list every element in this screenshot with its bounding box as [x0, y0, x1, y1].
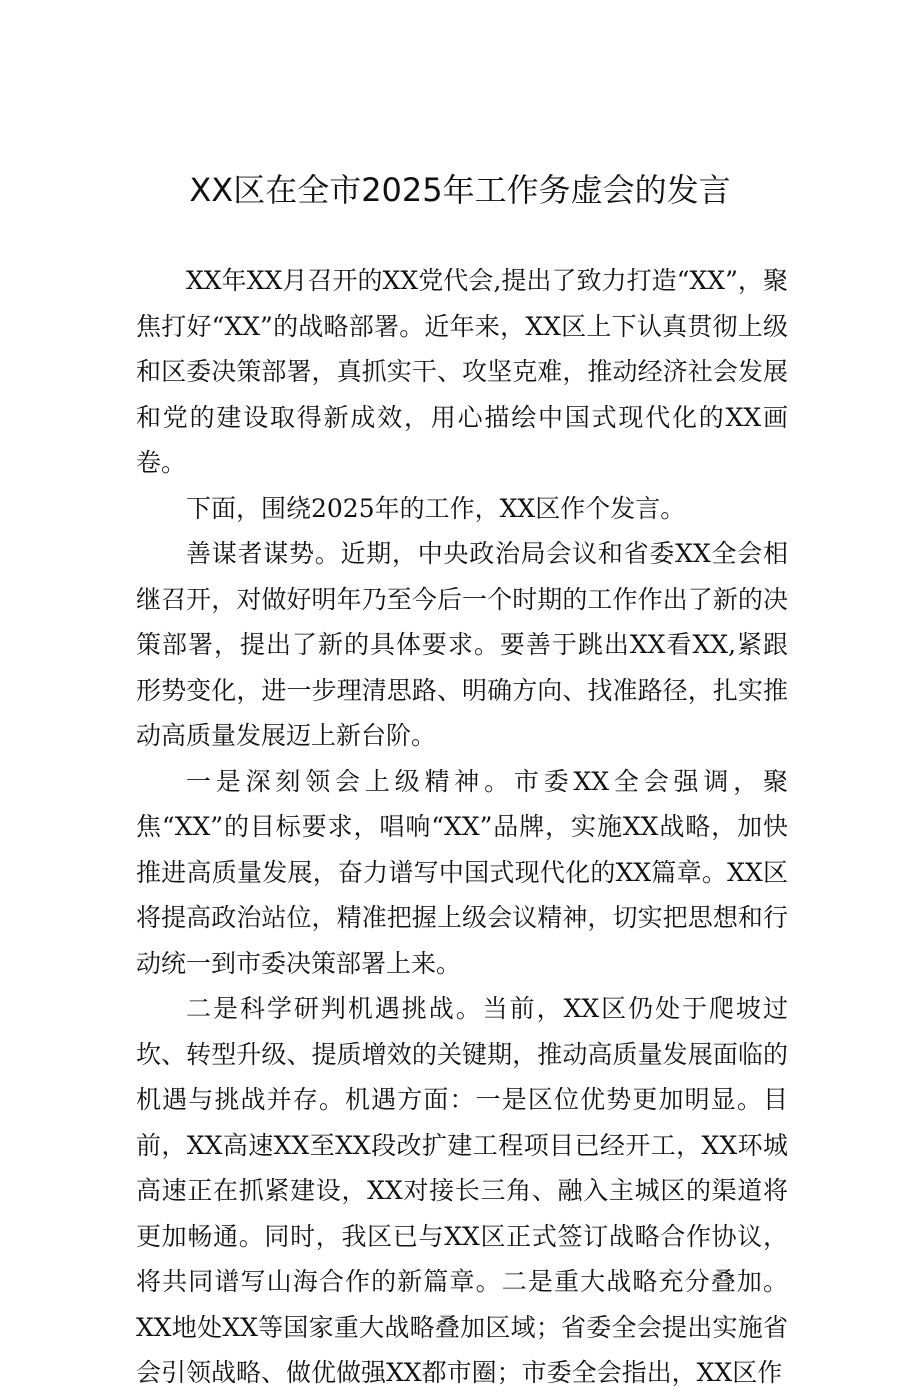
paragraph: XX年XX月召开的XX党代会,提出了致力打造“XX”，聚焦打好“XX”的战略部署。近年来，XX区上下认真贯彻上级和区委决策部署，真抓实干、攻坚克难，推动经济社会发展和党的建设取得新成效，用心描绘中国式现代化的XX画卷。: [136, 266, 788, 477]
paragraph: 二是科学研判机遇挑战。当前，XX区仍处于爬坡过坎、转型升级、提质增效的关键期，推动高质量发展面临的机遇与挑战并存。机遇方面：一是区位优势更加明显。目前，XX高速XX至XX段改扩建工程项目已经开工，XX环城高速正在抓紧建设，XX对接长三角、融入主城区的渠道将更加畅通。同时，我区已与XX区正式签订战略合作协议，将共同谱写山海合作的新篇章。二是重大战略充分叠加。XX地处XX等国家重大战略叠加区域；省委全会提出实施省会引领战略、做优做强XX都市圈；市委全会指出，XX区作: [136, 994, 788, 1387]
document-body: [136, 258, 788, 1396]
document-title: XX区在全市2025年工作务虚会的发言: [189, 171, 731, 209]
paragraph: 善谋者谋势。近期，中央政治局会议和省委XX全会相继召开，对做好明年乃至今后一个时期的工作作出了新的决策部署，提出了新的具体要求。要善于跳出XX看XX,紧跟形势变化，进一步理清思路、明确方向、找准路径，扎实推动高质量发展迈上新台阶。: [136, 539, 788, 750]
paragraph: 下面，围绕2025年的工作，XX区作个发言。: [186, 493, 686, 523]
paragraph: 一是深刻领会上级精神。市委XX全会强调，聚焦“XX”的目标要求，唱响“XX”品牌，实施XX战略，加快推进高质量发展，奋力谱写中国式现代化的XX篇章。XX区将提高政治站位，精准把握上级会议精神，切实把思想和行动统一到市委决策部署上来。: [136, 766, 788, 978]
